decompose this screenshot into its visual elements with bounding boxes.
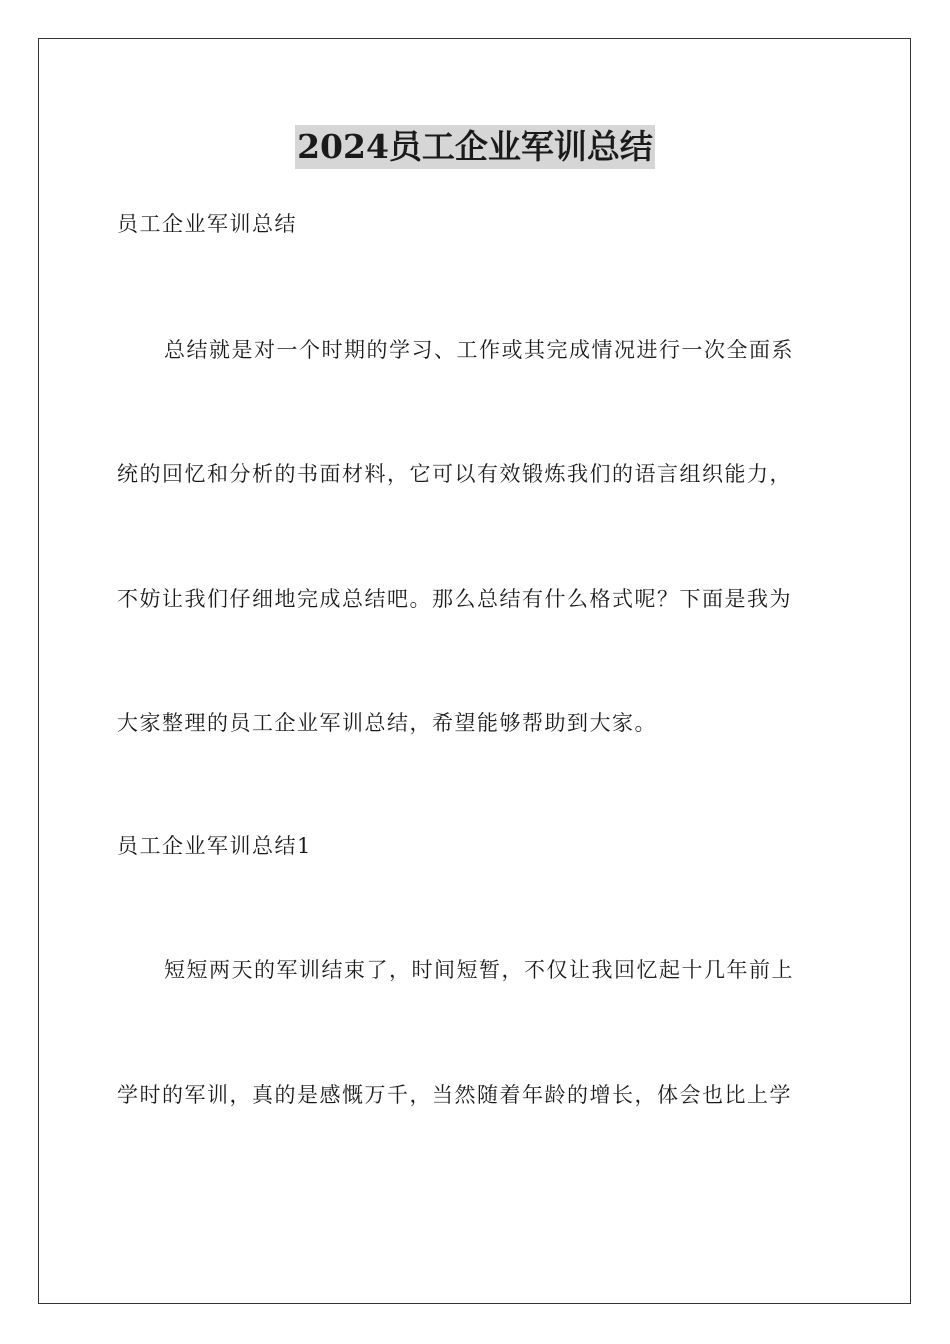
paragraph-line: 不妨让我们仔细地完成总结吧。那么总结有什么格式呢？下面是我为 [117, 587, 792, 611]
paragraph-line: 大家整理的员工企业军训总结，希望能够帮助到大家。 [117, 711, 657, 735]
paragraph-line: 学时的军训，真的是感慨万千，当然随着年龄的增长，体会也比上学 [117, 1083, 792, 1107]
paragraph-line: 短短两天的军训结束了，时间短暂，不仅让我回忆起十几年前上 [164, 958, 794, 982]
section-heading: 员工企业军训总结 [117, 212, 297, 236]
paragraph-line: 统的回忆和分析的书面材料，它可以有效锻炼我们的语言组织能力， [117, 462, 792, 486]
document-title: 2024员工企业军训总结 [295, 125, 655, 169]
section-heading: 员工企业军训总结1 [117, 834, 312, 858]
title-container [0, 125, 950, 169]
paragraph-line: 总结就是对一个时期的学习、工作或其完成情况进行一次全面系 [164, 338, 794, 362]
